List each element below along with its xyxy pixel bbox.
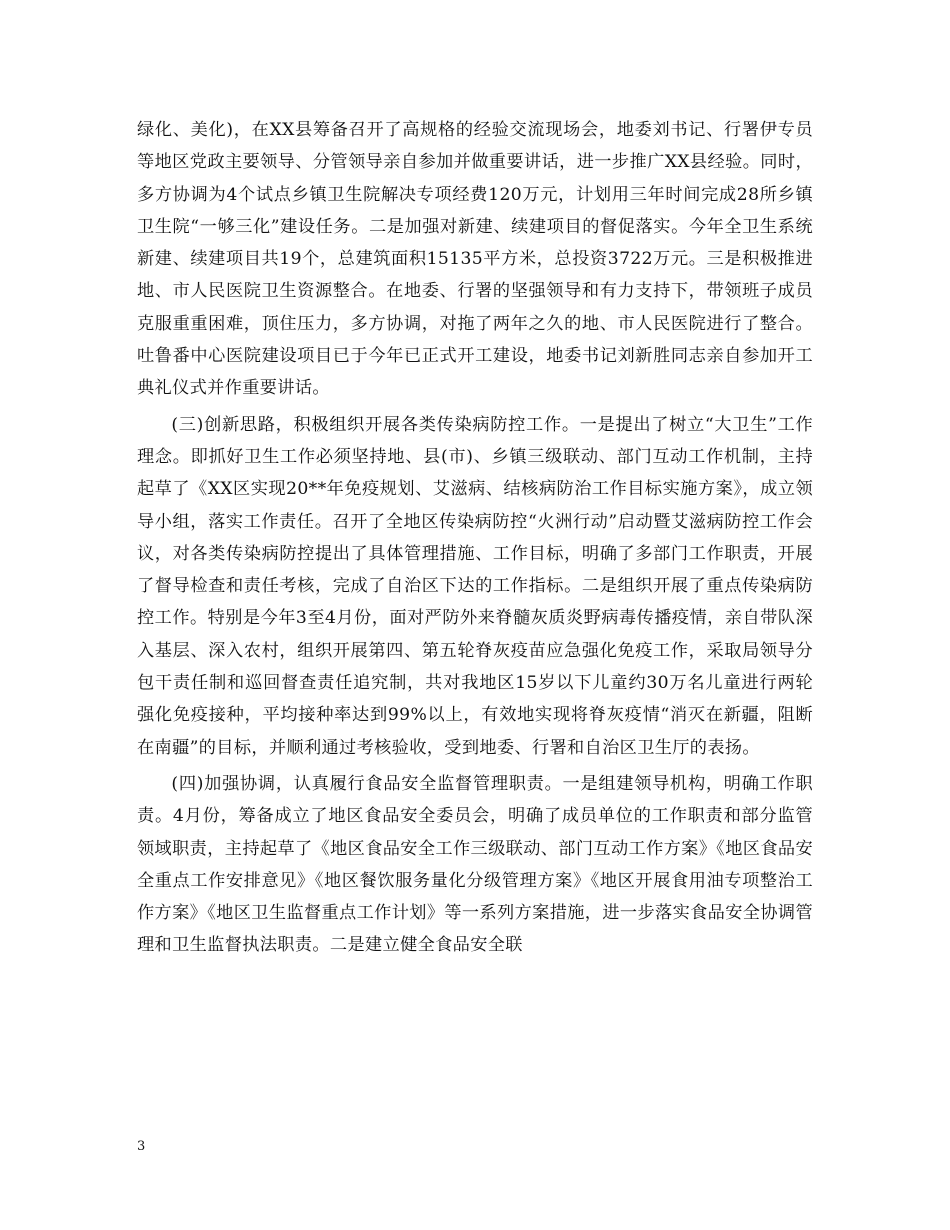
paragraph-continuation: 绿化、美化)，在XX县筹备召开了高规格的经验交流现场会，地委刘书记、行署伊专员等地区党政主要领导、分管领导亲自参加并做重要讲话，进一步推广XX县经验。同时，多方协调为4个试点乡镇卫生院解决专项经费120万元，计划用三年时间完成28所乡镇卫生院“一够三化”建设任务。二是加强对新建、续建项目的督促落实。今年全卫生系统新建、续建项目共19个，总建筑面积15135平方米，总投资3722万元。三是积极推进地、市人民医院卫生资源整合。在地委、行署的坚强领导和有力支持下，带领班子成员克服重重困难，顶住压力，多方协调，对拖了两年之久的地、市人民医院进行了整合。吐鲁番中心医院建设项目已于今年已正式开工建设，地委书记刘新胜同志亲自参加开工典礼仪式并作重要讲话。 <box>137 120 814 399</box>
document-body <box>137 114 813 962</box>
paragraph-section-3: (三)创新思路，积极组织开展各类传染病防控工作。一是提出了树立“大卫生”工作理念。即抓好卫生工作必须坚持地、县(市)、乡镇三级联动、部门互动工作机制，主持起草了《XX区实现20**年免疫规划、艾滋病、结核病防治工作目标实施方案》，成立领导小组，落实工作责任。召开了全地区传染病防控“火洲行动”启动暨艾滋病防控工作会议，对各类传染病防控提出了具体管理措施、工作目标，明确了多部门工作职责，开展了督导检查和责任考核，完成了自治区下达的工作指标。二是组织开展了重点传染病防控工作。特别是今年3至4月份，面对严防外来脊髓灰质炎野病毒传播疫情，亲自带队深入基层、深入农村，组织开展第四、第五轮脊灰疫苗应急强化免疫工作，采取局领导分包干责任制和巡回督查责任追究制，共对我地区15岁以下儿童约30万名儿童进行两轮强化免疫接种，平均接种率达到99%以上，有效地实现将脊灰疫情“消灭在新疆，阻断在南疆”的目标，并顺利通过考核验收，受到地委、行署和自治区卫生厅的表扬。 <box>137 414 813 758</box>
paragraph-section-4: (四)加强协调，认真履行食品安全监督管理职责。一是组建领导机构，明确工作职责。4月份，筹备成立了地区食品安全委员会，明确了成员单位的工作职责和部分监管领域职责，主持起草了《地区食品安全工作三级联动、部门互动工作方案》《地区食品安全重点工作安排意见》《地区餐饮服务量化分级管理方案》《地区开展食用油专项整治工作方案》《地区卫生监督重点工作计划》等一系列方案措施，进一步落实食品安全协调管理和卫生监督执法职责。二是建立健全食品安全联 <box>137 773 813 956</box>
page-number: 3 <box>137 1139 146 1154</box>
